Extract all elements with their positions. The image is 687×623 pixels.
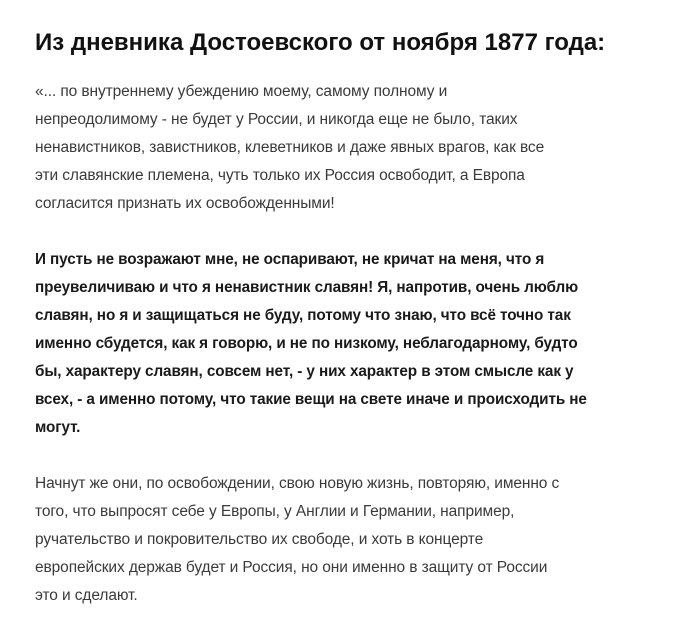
paragraph-closing bbox=[35, 470, 647, 610]
paragraph-line: европейских держав будет и Россия, но они именно в защиту от России bbox=[35, 559, 548, 576]
paragraph-line: славян, но я и защищаться не буду, потому что знаю, что всё точно так bbox=[35, 307, 571, 324]
paragraph-line: бы, характеру славян, совсем нет, - у них характер в этом смысле как у bbox=[35, 363, 574, 380]
paragraph-line: могут. bbox=[35, 419, 81, 436]
paragraph-line: ненавистников, завистников, клеветников и даже явных врагов, как все bbox=[35, 139, 545, 156]
paragraph-line: того, что выпросят себе у Европы, у Англии и Германии, например, bbox=[35, 503, 515, 520]
paragraph-line: всех, - а именно потому, что такие вещи на свете иначе и происходить не bbox=[35, 391, 587, 408]
paragraph-line: «... по внутреннему убеждению моему, самому полному и bbox=[35, 83, 448, 100]
paragraph-quote-opening bbox=[35, 78, 647, 218]
paragraph-line: преувеличиваю и что я ненавистник славян! Я, напротив, очень люблю bbox=[35, 279, 579, 296]
paragraph-bold bbox=[35, 246, 647, 442]
paragraph-line: это и сделают. bbox=[35, 587, 138, 604]
paragraph-line: эти славянские племена, чуть только их Россия освободит, а Европа bbox=[35, 167, 525, 184]
paragraph-line: ручательство и покровительство их свободе, и хоть в концерте bbox=[35, 531, 484, 548]
paragraph-line: согласится признать их освобожденными! bbox=[35, 195, 335, 212]
paragraph-line: И пусть не возражают мне, не оспаривают, не кричат на меня, что я bbox=[35, 251, 545, 268]
paragraph-line: непреодолимому - не будет у России, и никогда еще не было, таких bbox=[35, 111, 518, 128]
paragraph-line: Начнут же они, по освобождении, свою новую жизнь, повторяю, именно с bbox=[35, 475, 560, 492]
paragraph-line: именно сбудется, как я говорю, и не по низкому, неблагодарному, будто bbox=[35, 335, 578, 352]
article-title: Из дневника Достоевского от ноября 1877 года: bbox=[35, 29, 606, 56]
